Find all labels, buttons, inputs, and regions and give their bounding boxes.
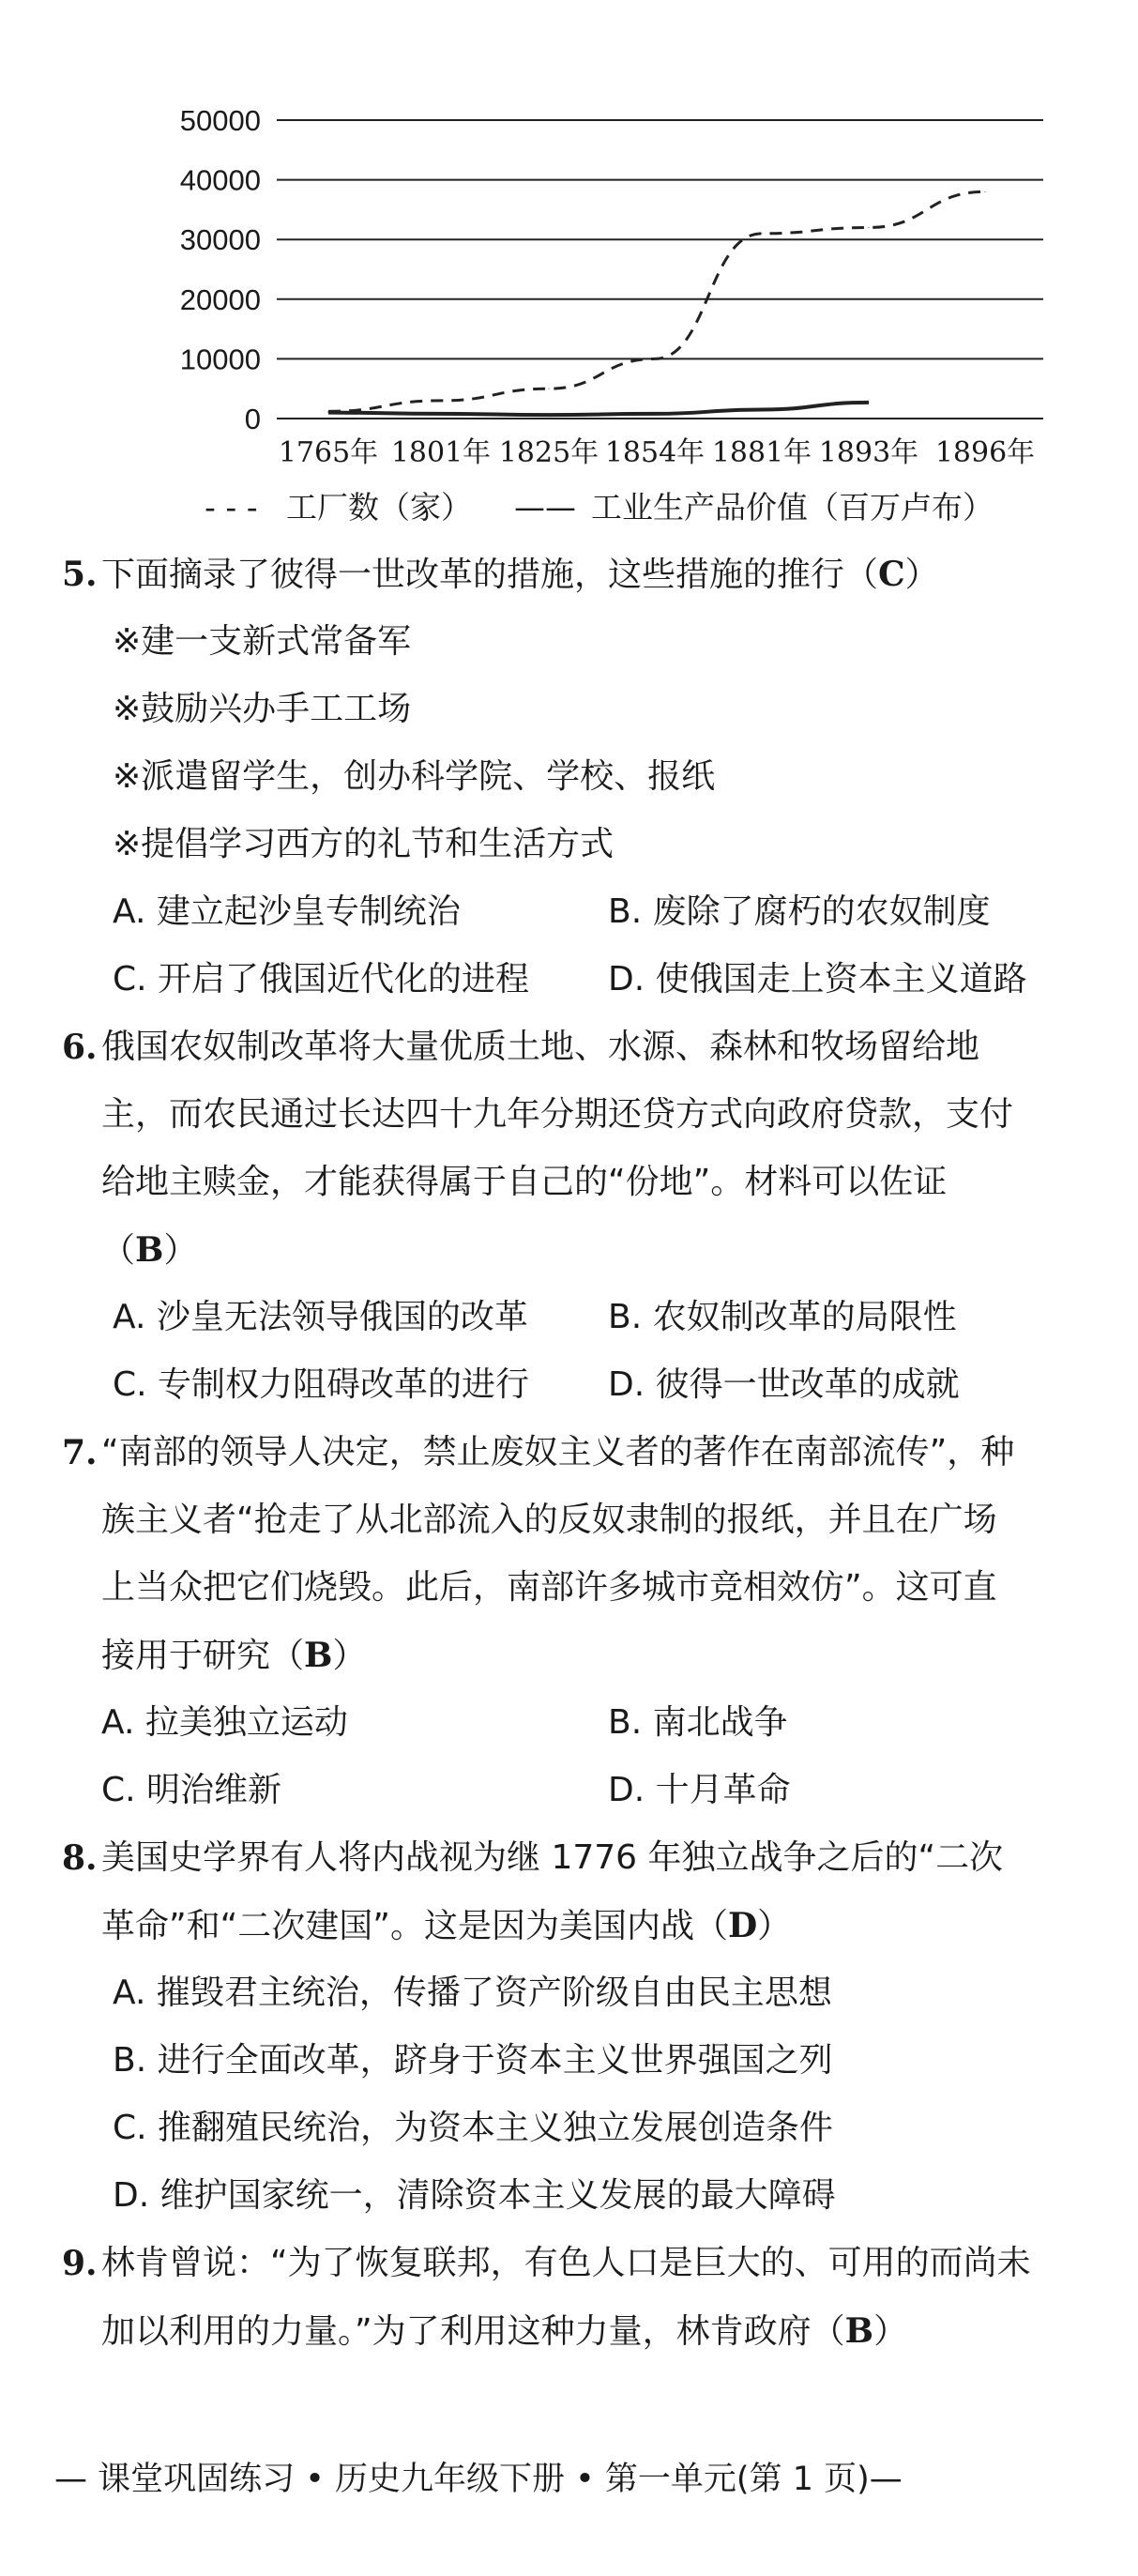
legend-solid-glyph: —— — [514, 489, 576, 526]
question-stem-line: “南部的领导人决定，禁止废奴主义者的著作在南部流传”，种 — [101, 1433, 1015, 1471]
question-number: 5. — [62, 555, 98, 594]
option-d: D. 维护国家统一，清除资本主义发展的最大障碍 — [113, 2176, 836, 2215]
option-c: C. 专制权力阻碍改革的进行 — [113, 1365, 530, 1404]
option-b: B. 进行全面改革，跻身于资本主义世界强国之列 — [113, 2041, 833, 2080]
chart — [0, 0, 1138, 563]
question-number: 8. — [62, 1838, 98, 1878]
data-point — [655, 358, 656, 359]
x-tick-label: 1881年 — [711, 436, 812, 469]
legend-dash-glyph: - - - — [205, 489, 258, 526]
y-tick-label: 30000 — [179, 223, 261, 257]
y-tick-label: 50000 — [179, 104, 261, 137]
question-stem-line: 给地主赎金，才能获得属于自己的“份地”。材料可以佐证 — [101, 1163, 948, 1201]
x-tick-label: 1896年 — [934, 436, 1036, 469]
data-point — [441, 400, 442, 401]
measure-item: ※建一支新式常备军 — [113, 622, 412, 661]
y-tick-label: 40000 — [179, 163, 261, 197]
question-stem-line: 上当众把它们烧毁。此后，南部许多城市竞相效仿”。这可直 — [101, 1568, 997, 1607]
y-tick-label: 10000 — [179, 343, 261, 376]
option-c: C. 开启了俄国近代化的进程 — [113, 960, 530, 998]
question-stem-line: （B） — [101, 1230, 198, 1270]
x-tick-label: 1854年 — [604, 436, 706, 469]
data-point — [869, 227, 870, 228]
y-tick-label: 0 — [244, 403, 261, 435]
question-stem-line: 下面摘录了彼得一世改革的措施，这些措施的推行（C） — [101, 555, 939, 594]
option-a: A. 摧毁君主统治，传播了资产阶级自由民主思想 — [113, 1974, 832, 2012]
question-stem-line: 俄国农奴制改革将大量优质土地、水源、森林和牧场留给地 — [101, 1028, 980, 1066]
x-tick-label: 1765年 — [278, 436, 379, 469]
option-d: D. 彼得一世改革的成就 — [608, 1365, 960, 1404]
option-a: A. 建立起沙皇专制统治 — [113, 892, 461, 931]
answer-letter: B — [844, 2311, 874, 2351]
option-d: D. 十月革命 — [608, 1771, 791, 1809]
measure-item: ※派遣留学生，创办科学院、学校、报纸 — [113, 757, 716, 796]
option-a: A. 拉美独立运动 — [101, 1703, 348, 1742]
answer-letter: B — [135, 1230, 164, 1270]
question-stem-line: 美国史学界有人将内战视为继 1776 年独立战争之后的“二次 — [101, 1838, 1004, 1877]
legend-label-factories: 工厂数（家） — [286, 489, 472, 526]
question-stem-line: 加以利用的力量。”为了利用这种力量，林肯政府（B） — [101, 2311, 908, 2351]
answer-letter: C — [878, 555, 905, 594]
option-a: A. 沙皇无法领导俄国的改革 — [113, 1298, 528, 1336]
data-point — [655, 413, 656, 414]
series-line-output-value — [328, 403, 869, 415]
data-point — [762, 409, 763, 410]
question-stem-line: 革命”和“二次建国”。这是因为美国内战（D） — [101, 1906, 792, 1945]
answer-letter: D — [727, 1906, 758, 1945]
chart-svg — [0, 0, 1138, 563]
legend-label-output-value: 工业生产品价值（百万卢布） — [591, 489, 994, 526]
answer-letter: B — [304, 1636, 333, 1675]
question-number: 7. — [62, 1433, 98, 1472]
data-point — [441, 413, 442, 414]
data-point — [762, 233, 763, 234]
question-stem-line: 林肯曾说：“为了恢复联邦，有色人口是巨大的、可用的而尚未 — [101, 2244, 1031, 2282]
x-tick-label: 1825年 — [498, 436, 599, 469]
x-tick-label: 1893年 — [818, 436, 919, 469]
option-d: D. 使俄国走上资本主义道路 — [608, 960, 1027, 998]
measure-item: ※提倡学习西方的礼节和生活方式 — [113, 825, 615, 863]
data-point — [985, 191, 986, 192]
option-c: C. 明治维新 — [101, 1771, 282, 1809]
page-footer: — 课堂巩固练习 • 历史九年级下册 • 第一单元(第 1 页)— — [54, 2461, 903, 2498]
question-stem-line: 主，而农民通过长达四十九年分期还贷方式向政府贷款，支付 — [101, 1095, 1014, 1134]
question-number: 9. — [62, 2244, 98, 2283]
y-tick-label: 20000 — [179, 282, 261, 316]
question-stem-line: 接用于研究（B） — [101, 1636, 367, 1675]
data-point — [869, 402, 870, 403]
option-c: C. 推翻殖民统治，为资本主义独立发展创造条件 — [113, 2109, 834, 2147]
question-number: 6. — [62, 1028, 98, 1067]
option-b: B. 农奴制改革的局限性 — [608, 1298, 957, 1336]
option-b: B. 废除了腐朽的农奴制度 — [608, 892, 991, 931]
question-stem-line: 族主义者“抢走了从北部流入的反奴隶制的报纸，并且在广场 — [101, 1501, 997, 1539]
x-tick-label: 1801年 — [390, 436, 492, 469]
series-line-factories — [328, 191, 985, 411]
data-point — [549, 415, 550, 416]
option-b: B. 南北战争 — [608, 1703, 788, 1742]
measure-item: ※鼓励兴办手工工场 — [113, 690, 412, 728]
data-point — [328, 412, 329, 413]
